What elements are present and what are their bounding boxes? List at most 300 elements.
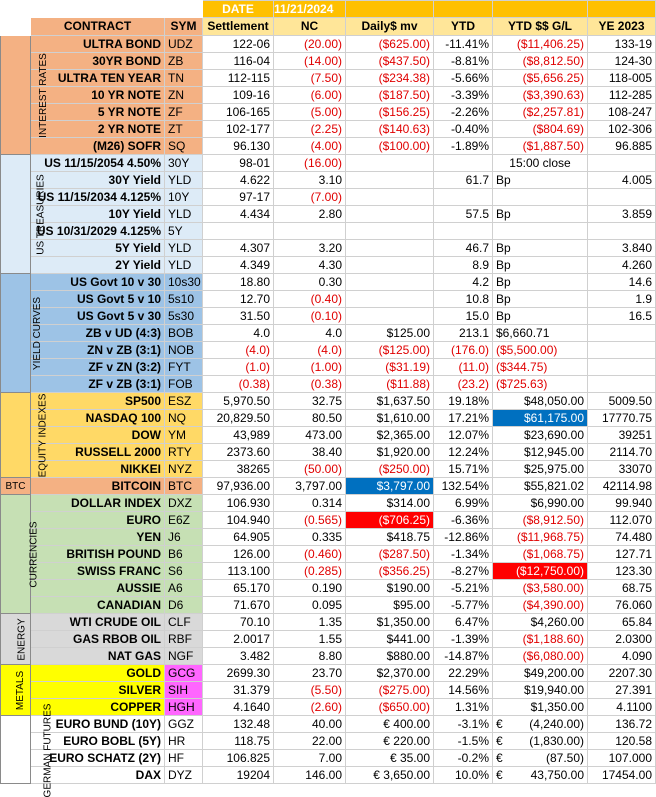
contract-cell: DAX [31,767,165,784]
contract-cell: 30Y Yield [31,172,165,189]
table-row [1,716,656,733]
table-row [1,699,656,716]
symbol-cell: SQ [165,138,203,155]
settlement-cell: 65.170 [203,580,274,597]
ye-2023-cell: 68.75 [588,580,656,597]
symbol-cell: RBF [165,631,203,648]
settlement-cell: 102-177 [203,121,274,138]
symbol-cell: YLD [165,172,203,189]
settlement-cell: 96.130 [203,138,274,155]
net-change-cell: (5.50) [274,682,346,699]
ytd-cell: -0.40% [434,121,493,138]
ye-2023-cell: 74.480 [588,529,656,546]
contract-cell: BRITISH POUND [31,546,165,563]
net-change-cell: (5.00) [274,104,346,121]
ytd-cell [434,189,493,206]
daily-mv-cell: $1,920.00 [346,444,434,461]
contract-cell: 2Y Yield [31,257,165,274]
daily-mv-cell [346,155,434,172]
daily-mv-cell [346,274,434,291]
table-row [1,172,656,189]
table-row [1,495,656,512]
net-change-cell: 4.0 [274,325,346,342]
daily-mv-cell: $190.00 [346,580,434,597]
category-text: US TREASURIES [35,174,47,255]
net-change-cell: 0.095 [274,597,346,614]
ye-2023-cell: 107.000 [588,750,656,767]
net-change-cell: 7.00 [274,750,346,767]
ytd-gl-cell: ($5,500.00) [493,342,588,359]
ytd-gl-cell: Bp [493,257,588,274]
ytd-cell: -6.36% [434,512,493,529]
header-row [1,18,656,36]
daily-mv-cell: € 35.00 [346,750,434,767]
settlement-cell: 112-115 [203,70,274,87]
ytd-cell: -5.77% [434,597,493,614]
daily-mv-cell: $314.00 [346,495,434,512]
category-label [1,155,47,274]
ye-2023-cell: 133-19 [588,36,656,53]
contract-cell: ZN v ZB (3:1) [31,342,165,359]
settlement-cell: 5,970.50 [203,393,274,410]
table-row [1,393,656,410]
ye-2023-cell: 108-247 [588,104,656,121]
daily-mv-cell: $3,797.00 [346,478,434,495]
ytd-gl-cell: $6,990.00 [493,495,588,512]
symbol-cell: J6 [165,529,203,546]
symbol-cell: ZB [165,53,203,70]
symbol-cell: YM [165,427,203,444]
settlement-cell: 4.1640 [203,699,274,716]
daily-mv-cell [346,189,434,206]
table-row [1,206,656,223]
daily-mv-cell: ($706.25) [346,512,434,529]
net-change-cell: (0.10) [274,308,346,325]
contract-cell: NAT GAS [31,648,165,665]
contract-cell: EURO [31,512,165,529]
ytd-gl-cell [493,189,588,206]
net-change-cell: 0.190 [274,580,346,597]
daily-mv-cell: $1,350.00 [346,614,434,631]
ye-2023-cell: 33070 [588,461,656,478]
ye-2023-cell: 14.6 [588,274,656,291]
ytd-gl-cell: ($4,390.00) [493,597,588,614]
contract-cell: GAS RBOB OIL [31,631,165,648]
daily-mv-cell: € 220.00 [346,733,434,750]
contract-cell: 30YR BOND [31,53,165,70]
ytd-gl-cell: ($344.75) [493,359,588,376]
net-change-cell: 1.35 [274,614,346,631]
settlement-cell: 122-06 [203,36,274,53]
daily-mv-cell: ($125.00) [346,342,434,359]
category-text: ENERGY [16,618,28,661]
ytd-gl-cell: $1,350.00 [493,699,588,716]
contract-cell: AUSSIE [31,580,165,597]
net-change-cell: (0.460) [274,546,346,563]
ytd-gl-cell: ($6,080.00) [493,648,588,665]
symbol-cell: HR [165,733,203,750]
gl-value: (4,240.00) [529,716,584,731]
contract-cell: SWISS FRANC [31,563,165,580]
symbol-cell: 5Y [165,223,203,240]
ytd-cell: 61.7 [434,172,493,189]
settlement-cell: (0.38) [203,376,274,393]
contract-cell: EURO SCHATZ (2Y) [31,750,165,767]
ytd-gl-cell: $55,821.02 [493,478,588,495]
ytd-gl-cell: $49,200.00 [493,665,588,682]
ytd-gl-cell [493,767,588,784]
settlement-cell: 106-165 [203,104,274,121]
contract-cell: NIKKEI [31,461,165,478]
daily-mv-cell: $1,610.00 [346,410,434,427]
settlement-cell: 4.0 [203,325,274,342]
ye-2023-cell: 42114.98 [588,478,656,495]
net-change-cell: (2.60) [274,699,346,716]
ytd-cell: 6.99% [434,495,493,512]
table-row [1,614,656,631]
settlement-cell: 106.825 [203,750,274,767]
category-label [1,665,31,716]
settlement-cell: 71.670 [203,597,274,614]
ytd-gl-cell [493,716,588,733]
ye-2023-cell: 3.859 [588,206,656,223]
settlement-cell: 70.10 [203,614,274,631]
net-change-cell: 80.50 [274,410,346,427]
table-row [1,682,656,699]
category-label [1,703,54,797]
ytd-cell: -8.81% [434,53,493,70]
contract-cell: WTI CRUDE OIL [31,614,165,631]
symbol-cell: 5s30 [165,308,203,325]
daily-mv-cell [346,223,434,240]
symbol-cell: 10s30 [165,274,203,291]
symbol-cell: NGF [165,648,203,665]
ytd-gl-cell: Bp [493,240,588,257]
ytd-gl-cell: ($11,406.25) [493,36,588,53]
table-row [1,597,656,614]
daily-mv-cell: ($11.88) [346,376,434,393]
daily-mv-cell: $418.75 [346,529,434,546]
contract-cell: (M26) SOFR [31,138,165,155]
category-label [1,614,31,665]
net-change-cell: 0.30 [274,274,346,291]
settlement-cell: 2.0017 [203,631,274,648]
ytd-gl-cell: ($804.69) [493,121,588,138]
daily-mv-cell: ($140.63) [346,121,434,138]
ye-2023-cell: 1.9 [588,291,656,308]
symbol-cell: HF [165,750,203,767]
contract-cell: US 10/31/2029 4.125% [31,223,165,240]
ye-2023-cell [588,359,656,376]
ytd-cell: 12.07% [434,427,493,444]
ye-2023-cell: 120.58 [588,733,656,750]
contract-cell: BITCOIN [31,478,165,495]
settlement-cell: 19204 [203,767,274,784]
ye-2023-cell: 39251 [588,427,656,444]
symbol-cell: TN [165,70,203,87]
net-change-cell: 23.70 [274,665,346,682]
table-row [1,308,656,325]
daily-mv-cell: ($275.00) [346,682,434,699]
header-daily: Daily$ mv [346,18,434,36]
ytd-cell: -14.87% [434,648,493,665]
ytd-cell: -3.1% [434,716,493,733]
ye-2023-cell [588,155,656,172]
ytd-cell: 10.8 [434,291,493,308]
ye-2023-cell: 2.0300 [588,631,656,648]
ytd-cell: (176.0) [434,342,493,359]
settlement-cell: 4.434 [203,206,274,223]
header-sym: SYM [165,18,203,36]
net-change-cell: (0.285) [274,563,346,580]
table-row [1,478,656,495]
daily-mv-cell: ($100.00) [346,138,434,155]
symbol-cell: S6 [165,563,203,580]
ytd-cell: -1.89% [434,138,493,155]
contract-cell: DOW [31,427,165,444]
ytd-cell: 57.5 [434,206,493,223]
settlement-cell: 43,989 [203,427,274,444]
ytd-cell: 19.18% [434,393,493,410]
contract-cell: GOLD [31,665,165,682]
table-row [1,410,656,427]
net-change-cell: (4.0) [274,342,346,359]
net-change-cell: 0.335 [274,529,346,546]
settlement-cell: 31.379 [203,682,274,699]
contract-cell: 5 YR NOTE [31,104,165,121]
settlement-cell: 4.307 [203,240,274,257]
contract-cell: ULTRA BOND [31,36,165,53]
net-change-cell: (7.50) [274,70,346,87]
contract-cell: YEN [31,529,165,546]
ytd-gl-cell: ($5,656.25) [493,70,588,87]
ye-2023-cell: 123.30 [588,563,656,580]
symbol-cell: HGH [165,699,203,716]
ytd-gl-cell: $25,975.00 [493,461,588,478]
ytd-cell: 132.54% [434,478,493,495]
table-row [1,87,656,104]
ytd-gl-cell [493,223,588,240]
ytd-gl-cell: $19,940.00 [493,682,588,699]
net-change-cell: (1.00) [274,359,346,376]
symbol-cell: 10Y [165,189,203,206]
daily-mv-cell: € 400.00 [346,716,434,733]
net-change-cell: 146.00 [274,767,346,784]
ye-2023-cell: 4.090 [588,648,656,665]
net-change-cell: 1.55 [274,631,346,648]
ytd-gl-cell: ($3,580.00) [493,580,588,597]
symbol-cell: SIH [165,682,203,699]
contract-cell: ULTRA TEN YEAR [31,70,165,87]
ytd-gl-cell: Bp [493,172,588,189]
settlement-cell: 104.940 [203,512,274,529]
category-text: CURRENCIES [28,521,40,588]
ytd-cell: (11.0) [434,359,493,376]
ye-2023-cell: 102-306 [588,121,656,138]
contract-cell: CANADIAN [31,597,165,614]
daily-mv-cell: $441.00 [346,631,434,648]
daily-mv-cell [346,172,434,189]
ye-2023-cell: 17770.75 [588,410,656,427]
symbol-cell: ZF [165,104,203,121]
ytd-cell: -1.39% [434,631,493,648]
gl-value: 43,750.00 [530,767,584,782]
ye-2023-cell: 136.72 [588,716,656,733]
ytd-cell: 8.9 [434,257,493,274]
header-ye: YE 2023 [588,18,656,36]
table-row [1,648,656,665]
header-contract: CONTRACT [31,18,165,36]
table-row [1,121,656,138]
settlement-cell: 109-16 [203,87,274,104]
contract-cell: US 11/15/2034 4.125% [31,189,165,206]
contract-cell: 10 YR NOTE [31,87,165,104]
daily-mv-cell: ($250.00) [346,461,434,478]
symbol-cell: ZT [165,121,203,138]
net-change-cell: 8.80 [274,648,346,665]
settlement-cell: 98-01 [203,155,274,172]
category-text: YIELD CURVES [32,296,44,371]
daily-mv-cell: $2,370.00 [346,665,434,682]
table-row [1,53,656,70]
ytd-gl-cell: 15:00 close [493,155,588,172]
ytd-cell: -12.86% [434,529,493,546]
ytd-cell: 15.0 [434,308,493,325]
ye-2023-cell [588,223,656,240]
symbol-cell: BTC [165,478,203,495]
ytd-cell: 12.24% [434,444,493,461]
category-text: BTC [5,481,26,492]
table-row [1,580,656,597]
ytd-gl-cell: $48,050.00 [493,393,588,410]
settlement-cell: 38265 [203,461,274,478]
ytd-gl-cell: $6,660.71 [493,325,588,342]
net-change-cell: 32.75 [274,393,346,410]
ytd-gl-cell: $23,690.00 [493,427,588,444]
table-row [1,104,656,121]
ytd-cell: -1.5% [434,733,493,750]
ye-2023-cell: 112.070 [588,512,656,529]
ye-2023-cell: 2114.70 [588,444,656,461]
euro-symbol: € [496,767,503,782]
ye-2023-cell [588,325,656,342]
ye-2023-cell: 5009.50 [588,393,656,410]
settlement-cell: 18.80 [203,274,274,291]
ye-2023-cell: 96.885 [588,138,656,155]
net-change-cell: (2.25) [274,121,346,138]
ytd-gl-cell: $4,260.00 [493,614,588,631]
category-label [1,495,40,614]
net-change-cell: (4.00) [274,138,346,155]
contract-cell: US Govt 5 v 10 [31,291,165,308]
settlement-cell: 97,936.00 [203,478,274,495]
settlement-cell: 116-04 [203,53,274,70]
daily-mv-cell [346,257,434,274]
daily-mv-cell [346,291,434,308]
symbol-cell: RTY [165,444,203,461]
category-text: INTEREST RATES [37,53,49,138]
category-text: GERMAN FUTURES [42,703,54,797]
table-row [1,274,656,291]
ytd-cell: 1.31% [434,699,493,716]
daily-mv-cell: $95.00 [346,597,434,614]
ye-2023-cell: 4.260 [588,257,656,274]
settlement-cell: 126.00 [203,546,274,563]
ye-2023-cell [588,342,656,359]
table-row [1,376,656,393]
daily-mv-cell: ($187.50) [346,87,434,104]
table-row [1,750,656,767]
symbol-cell: B6 [165,546,203,563]
daily-mv-cell: ($650.00) [346,699,434,716]
ye-2023-cell: 118-005 [588,70,656,87]
ytd-cell: -5.21% [434,580,493,597]
symbol-cell: A6 [165,580,203,597]
contract-cell: US 11/15/2054 4.50% [31,155,165,172]
contract-cell: 10Y Yield [31,206,165,223]
contract-cell: ZB v UD (4:3) [31,325,165,342]
ye-2023-cell: 4.005 [588,172,656,189]
net-change-cell: (20.00) [274,36,346,53]
ytd-cell: 22.29% [434,665,493,682]
euro-symbol: € [496,733,503,748]
table-row [1,563,656,580]
symbol-cell: ZN [165,87,203,104]
ye-2023-cell: 2207.30 [588,665,656,682]
symbol-cell: NOB [165,342,203,359]
daily-mv-cell: ($437.50) [346,53,434,70]
category-text: METALS [15,670,27,711]
daily-mv-cell: $1,637.50 [346,393,434,410]
ytd-cell: 6.47% [434,614,493,631]
net-change-cell: (50.00) [274,461,346,478]
net-change-cell: (16.00) [274,155,346,172]
settlement-cell: 4.349 [203,257,274,274]
daily-mv-cell: ($356.25) [346,563,434,580]
ytd-cell: -11.41% [434,36,493,53]
table-row [1,342,656,359]
symbol-cell: ESZ [165,393,203,410]
table-row [1,512,656,529]
symbol-cell: GCG [165,665,203,682]
settlement-cell: 4.622 [203,172,274,189]
ytd-gl-cell: ($8,912.50) [493,512,588,529]
contract-cell: SILVER [31,682,165,699]
ytd-gl-cell: $61,175.00 [493,410,588,427]
category-label [1,36,49,155]
table-row [1,36,656,53]
ye-2023-cell: 124-30 [588,53,656,70]
euro-symbol: € [496,716,503,731]
header-nc: NC [274,18,346,36]
gl-value: (87.50) [545,750,584,765]
ytd-cell: 46.7 [434,240,493,257]
ye-2023-cell: 76.060 [588,597,656,614]
ytd-gl-cell: Bp [493,308,588,325]
symbol-cell: BOB [165,325,203,342]
euro-symbol: € [496,750,503,765]
table-row [1,155,656,172]
table-row [1,240,656,257]
header-settlement: Settlement [203,18,274,36]
ytd-cell: -1.34% [434,546,493,563]
net-change-cell: 38.40 [274,444,346,461]
daily-mv-cell: ($625.00) [346,36,434,53]
net-change-cell: (14.00) [274,53,346,70]
date-row [1,1,656,18]
ytd-gl-cell: ($8,812.50) [493,53,588,70]
settlement-cell: 132.48 [203,716,274,733]
